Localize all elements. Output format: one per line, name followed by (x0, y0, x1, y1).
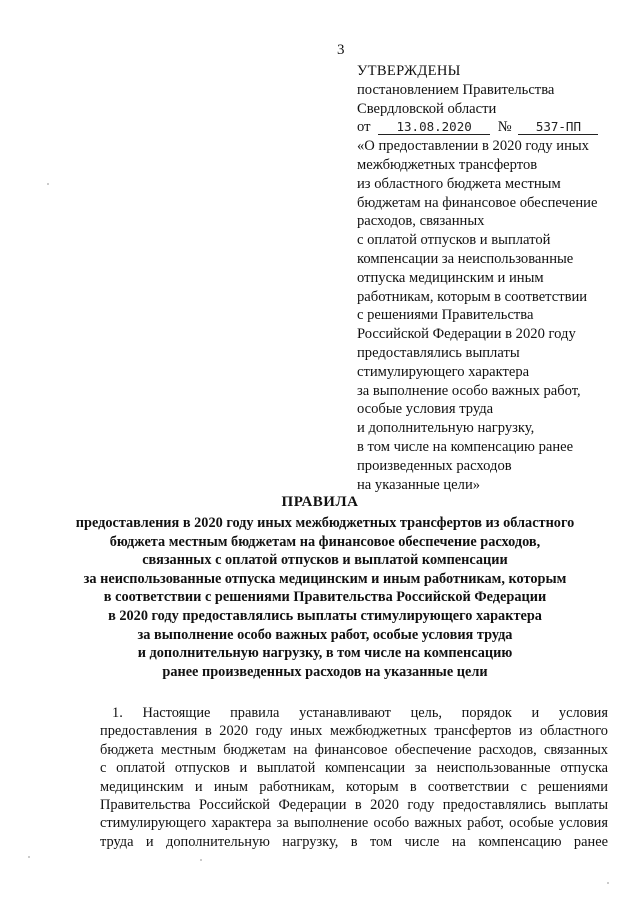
decree-title-line: «О предоставлении в 2020 году иных (357, 138, 589, 155)
body-line: медицинским и иным работникам, которым в соответствии с решениями (100, 778, 608, 795)
decree-title-line: на указанные цели» (357, 476, 481, 493)
decree-title-line: бюджетам на финансовое обеспечение (357, 194, 598, 211)
approval-line-1: постановлением Правительства (357, 81, 555, 98)
rules-subtitle-line: ранее произведенных расходов на указанные цели (162, 663, 488, 680)
scan-speck (607, 882, 609, 884)
body-line: с оплатой отпусков и выплатой компенсации за неиспользованные отпуска (100, 760, 608, 777)
decree-title-line: за выполнение особо важных работ, (357, 382, 581, 399)
decree-date-field: 13.08.2020 (378, 119, 490, 135)
decree-title-line: Российской Федерации в 2020 году (357, 326, 576, 343)
decree-title-line: стимулирующего характера (357, 363, 530, 380)
rules-subtitle-line: связанных с оплатой отпусков и выплатой компенсации (142, 552, 508, 569)
rules-subtitle-line: за неиспользованные отпуска медицинским и иным работникам, которым (83, 570, 567, 587)
scan-speck (28, 856, 30, 858)
number-prefix: № (497, 119, 512, 136)
decree-title-line: из областного бюджета местным (357, 175, 561, 192)
approval-title: УТВЕРЖДЕНЫ (357, 63, 461, 79)
decree-title-line: особые условия труда (357, 401, 494, 418)
decree-title-line: и дополнительную нагрузку, (357, 420, 535, 437)
rules-subtitle-line: в соответствии с решениями Правительства Российской Федерации (103, 589, 547, 606)
decree-title-line: отпуска медицинским и иным (357, 269, 544, 286)
body-line: бюджета местным бюджетам на финансовое обеспечение расходов, связанных (100, 741, 608, 758)
scan-speck (47, 183, 49, 185)
decree-title-line: предоставлялись выплаты (357, 344, 520, 361)
decree-title-line: с оплатой отпусков и выплатой (357, 232, 551, 249)
decree-title-line: межбюджетных трансфертов (357, 156, 538, 173)
approval-line-2: Свердловской области (357, 100, 497, 117)
rules-subtitle-line: предоставления в 2020 году иных межбюджетных трансфертов из областного (75, 515, 575, 531)
rules-subtitle-line: бюджета местным бюджетам на финансовое обеспечение расходов, (109, 533, 541, 550)
decree-title (357, 137, 627, 494)
rules-subtitle-line: за выполнение особо важных работ, особые условия труда (137, 626, 513, 643)
body-paragraph (100, 704, 608, 851)
scan-speck (200, 859, 202, 861)
decree-title-line: компенсации за неиспользованные (357, 250, 574, 267)
body-line: 1. Настоящие правила устанавливают цель, порядок и условия (112, 705, 608, 721)
approval-date-line (357, 118, 627, 137)
decree-title-line: работникам, которым в соответствии (357, 288, 588, 305)
approval-block (357, 62, 627, 494)
body-line: Правительства Российской Федерации в 2020 году предоставлялись выплаты (100, 797, 608, 814)
decree-title-line: расходов, связанных (357, 213, 485, 230)
rules-subtitle (60, 514, 590, 681)
rules-subtitle-line: в 2020 году предоставлялись выплаты стимулирующего характера (108, 607, 542, 624)
date-prefix: от (357, 119, 371, 136)
decree-title-line: в том числе на компенсацию ранее (357, 438, 574, 455)
decree-number-field: 537-ПП (518, 119, 598, 135)
body-line: труда и дополнительную нагрузку, в том числе на компенсацию ранее (100, 833, 608, 850)
decree-title-line: с решениями Правительства (357, 307, 534, 324)
decree-title-line: произведенных расходов (357, 457, 512, 474)
body-line: предоставления в 2020 году иных межбюджетных трансфертов из областного (100, 723, 608, 740)
body-line: стимулирующего характера за выполнение особо важных работ, особые условия (100, 815, 608, 832)
page-number: 3 (337, 42, 345, 58)
rules-subtitle-line: и дополнительную нагрузку, в том числе на компенсацию (137, 645, 513, 662)
rules-title: ПРАВИЛА (281, 494, 359, 510)
